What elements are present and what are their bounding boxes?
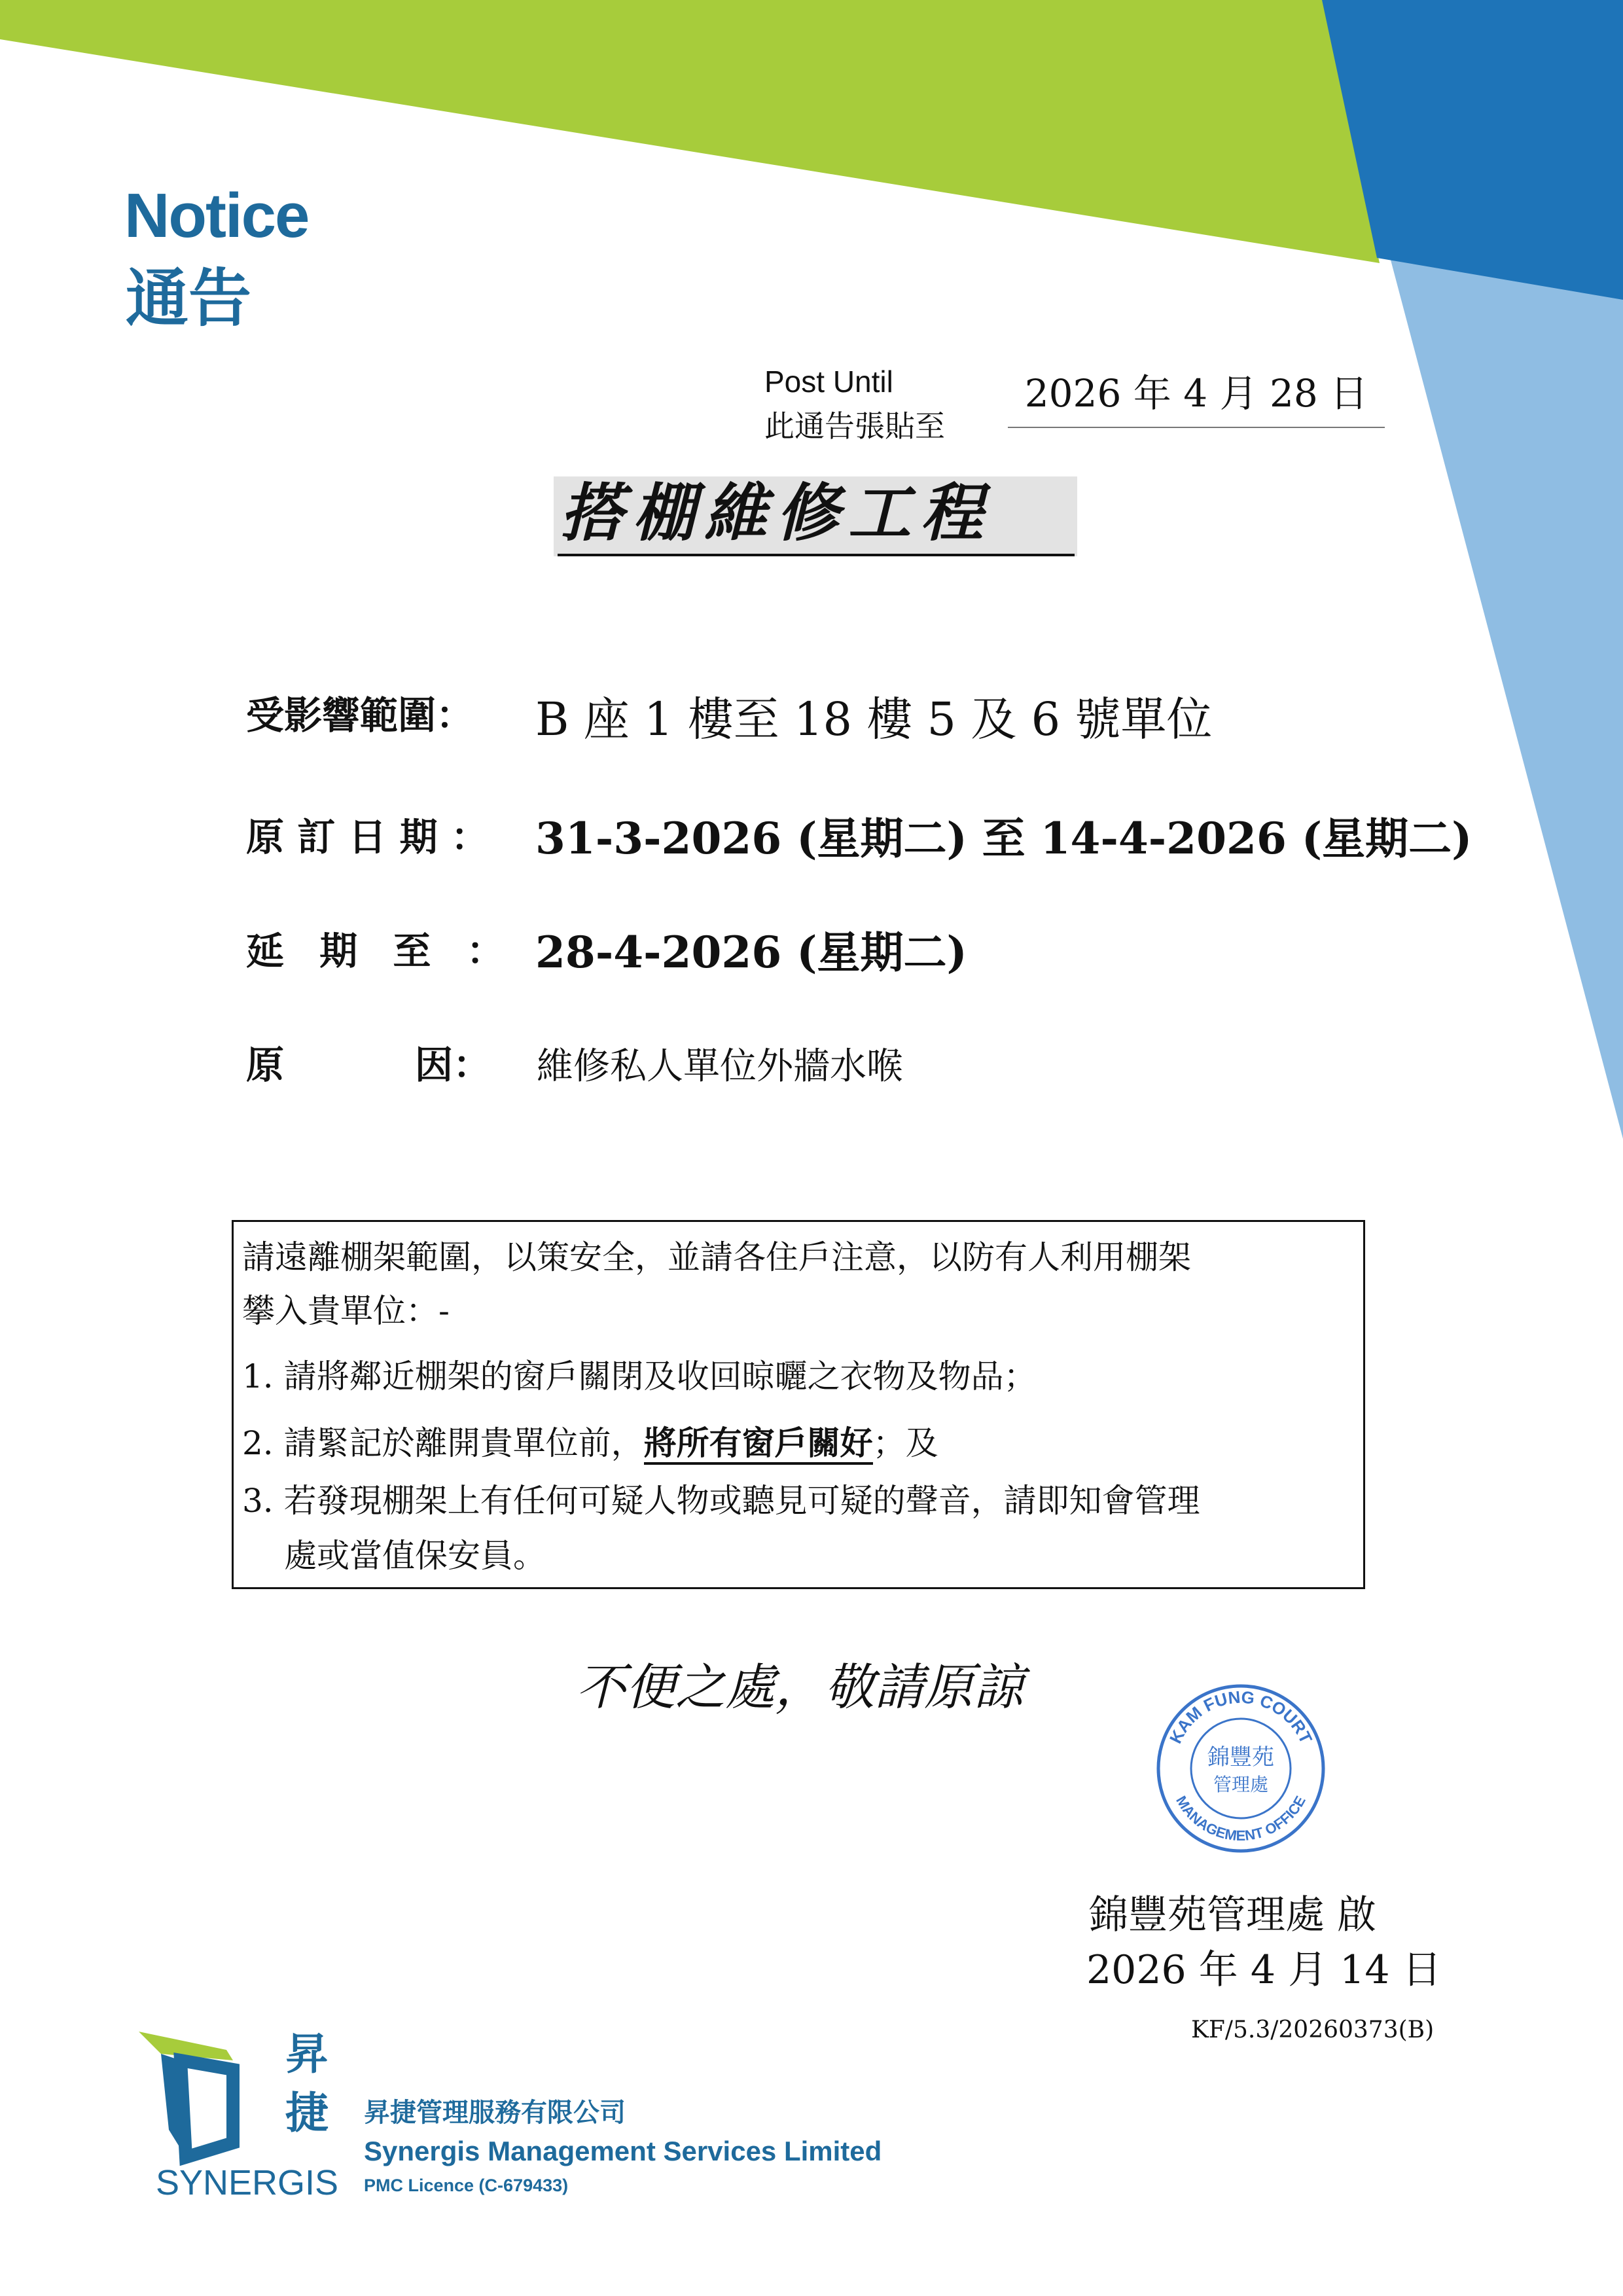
logo-wordmark: SYNERGIS — [156, 2163, 339, 2202]
reason-label-first: 原 — [246, 1043, 285, 1087]
company-name-en: Synergis Management Services Limited — [364, 2136, 882, 2166]
stamp-center-line-1: 錦豐苑 — [1207, 1744, 1274, 1770]
title-underline — [558, 554, 1075, 556]
affected-area-value: B 座 1 樓至 18 樓 5 及 6 號單位 — [535, 692, 1213, 746]
affected-area-label: 受影響範圍： — [246, 693, 474, 738]
reason-label-second: 因： — [415, 1043, 491, 1087]
company-name-zh: 昇捷管理服務有限公司 — [364, 2098, 626, 2128]
post-until-label-en: Post Until — [764, 365, 893, 399]
box-item-3-line-1: 3. 若發現棚架上有任何可疑人物或聽見可疑的聲音，請即知會管理 — [242, 1482, 1200, 1520]
post-until-date: 2026 年 4 月 28 日 — [1008, 374, 1385, 428]
closing-apology: 不便之處，敬請原諒 — [576, 1658, 1024, 1716]
box-item-2 — [242, 1424, 938, 1462]
notice-title-en: Notice — [124, 181, 309, 251]
notice-heading: 搭棚維修工程 — [560, 476, 992, 550]
pmc-licence: PMC Licence (C-679433) — [364, 2176, 569, 2195]
original-date-value: 31-3-2026 (星期二) 至 14-4-2026 (星期二) — [535, 813, 1472, 864]
stamp-center-line-2: 管理處 — [1213, 1774, 1269, 1795]
extended-date-value: 28-4-2026 (星期二) — [535, 927, 967, 978]
box-item-2-emphasis: 將所有窗戶關好 — [644, 1424, 873, 1465]
notice-title-zh: 通告 — [126, 262, 251, 335]
issue-date: 2026 年 4 月 14 日 — [1086, 1947, 1442, 1993]
box-intro-line-1: 請遠離棚架範圍，以策安全，並請各住戶注意，以防有人利用棚架 — [242, 1238, 1191, 1276]
logo-char-1: 昇 — [285, 2029, 329, 2079]
box-item-3-line-2: 處或當值保安員。 — [284, 1537, 546, 1575]
box-item-1: 1. 請將鄰近棚架的窗戶關閉及收回晾曬之衣物及物品； — [242, 1357, 1037, 1395]
box-intro-line-2: 攀入貴單位：- — [242, 1292, 450, 1330]
reason-value: 維修私人單位外牆水喉 — [537, 1045, 903, 1088]
box-item-2-suffix: ；及 — [872, 1424, 938, 1462]
extended-date-label: 延 期 至 ： — [246, 929, 505, 973]
original-date-label: 原 訂 日 期 ： — [246, 815, 489, 859]
box-item-2-prefix: 2. 請緊記於離開貴單位前， — [242, 1424, 644, 1462]
stamp-text-bottom: MANAGEMENT OFFICE — [1173, 1793, 1309, 1844]
post-until-label-zh: 此通告張貼至 — [764, 408, 945, 444]
stamp-text-top: KAM FUNG COURT — [1165, 1687, 1317, 1747]
issuing-office: 錦豐苑管理處 啟 — [1089, 1892, 1377, 1938]
management-office-stamp — [1154, 1682, 1327, 1855]
logo-char-2: 捷 — [285, 2088, 329, 2138]
reference-number: KF/5.3/20260373(B) — [1191, 2017, 1435, 2043]
